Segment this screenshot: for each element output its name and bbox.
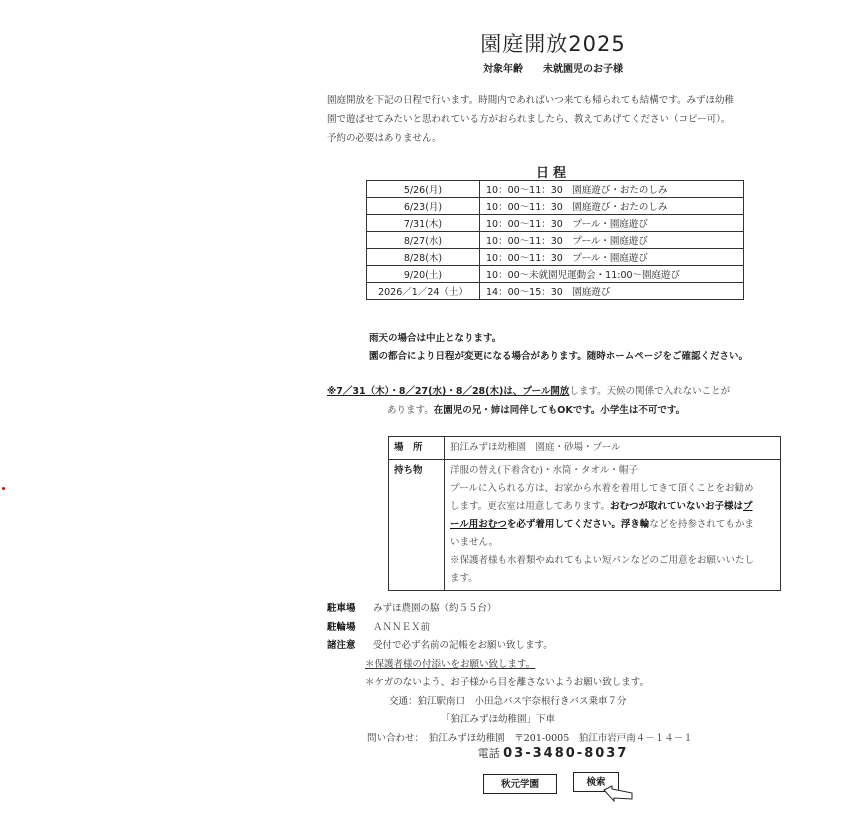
items-line [450, 516, 775, 534]
schedule-title: 日程 [535, 166, 570, 181]
schedule-table [366, 180, 744, 300]
items-text: などを持参されてもかま [649, 519, 754, 530]
items-line: プールに入られる方は、お家から水着を着用してきて頂くことをお勧め [450, 483, 754, 494]
schedule-time: 10：00～11：30 園庭遊び・おたのしみ [480, 198, 744, 215]
info-table [388, 436, 781, 591]
page-title: 園庭開放2025 [480, 32, 626, 56]
items-line [450, 498, 775, 516]
items-underline: ール用おむつ [450, 519, 507, 530]
items-line: いません。 [450, 537, 499, 548]
schedule-date: 8/28(木) [367, 249, 480, 266]
items-underline: プ [743, 501, 753, 512]
notice-block [369, 330, 748, 366]
caution-value: 受付で必ず名前の記帳をお願い致します。 [373, 640, 553, 651]
table-row [367, 266, 744, 283]
table-row [389, 437, 781, 460]
table-row [367, 215, 744, 232]
schedule-time: 10：00～11：30 プール・園庭遊び [480, 232, 744, 249]
place-label: 場 所 [389, 437, 445, 460]
red-dot-mark [2, 487, 5, 490]
schedule-time: 14：00～15：30 園庭遊び [480, 283, 744, 300]
items-bold: を必ず着用してください。浮き輪 [506, 519, 650, 530]
notice-rain: 雨天の場合は中止となります。 [369, 333, 502, 344]
table-row [389, 460, 781, 591]
intro-text [327, 91, 787, 148]
contact-line: 問い合わせ： 狛江みずほ幼稚園 〒201-0005 狛江市岩戸南４－１４－１ [367, 732, 693, 744]
footer-info [327, 600, 797, 748]
items-line: 洋服の替え(下着含む)・水筒・タオル・帽子 [450, 465, 638, 476]
items-bold: おむつが取れていないお子様は [609, 501, 743, 512]
hand-pointer-icon [602, 784, 636, 806]
table-row [367, 181, 744, 198]
place-value: 狛江みずほ幼稚園 園庭・砂場・プール [445, 437, 781, 460]
caution-injury: ＊ケガのないよう、お子様から目を離さないようお願い致します。 [365, 677, 650, 688]
schedule-date: 8/27(水) [367, 232, 480, 249]
page-subtitle: 対象年齢 未就園児のお子様 [483, 64, 623, 75]
bike-label: 駐輪場 [327, 621, 356, 633]
caution-guardian: ＊保護者様の付添いをお願い致します。 [365, 658, 536, 670]
pool-text-2: あります。 [387, 405, 434, 416]
pool-text: します。天候の関係で入れないことが [569, 386, 731, 397]
access-stop: 「狛江みずほ幼稚園」下車 [441, 714, 556, 725]
bike-value: ＡＮＮＥＸ前 [373, 621, 431, 633]
intro-line: 予約の必要はありません。 [327, 133, 442, 144]
items-line: ※保護者様も水着類やぬれてもよい短パンなどのご用意をお願いいたし [450, 555, 755, 566]
intro-line: 園で遊ばせてみたいと思われている方がおられましたら、教えてあげてください（コピー可）。 [327, 114, 731, 125]
phone-number: 03-3480-8037 [503, 746, 629, 761]
schedule-time: 10：00～11：30 プール・園庭遊び [480, 249, 744, 266]
phone-label: 電話 [477, 747, 500, 760]
schedule-time: 10：00～11：30 プール・園庭遊び [480, 215, 744, 232]
phone-line [0, 745, 850, 761]
school-search-term: 秋元学園 [483, 774, 557, 794]
schedule-time: 10：00～未就園児運動会・11:00～園庭遊び [480, 266, 744, 283]
table-row [367, 232, 744, 249]
pool-dates: ※7／31（木）・8／27(水)・8／28(木)は、プール開放 [327, 386, 570, 397]
table-row [367, 283, 744, 300]
schedule-date: 9/20(土) [367, 266, 480, 283]
caution-label: 諸注意 [327, 640, 356, 651]
parking-value: みずほ農園の脇（約５５台） [373, 603, 497, 614]
search-button[interactable]: 検索 [573, 772, 619, 792]
items-line: ます。 [450, 573, 478, 584]
notice-schedule-change: 園の都合により日程が変更になる場合があります。随時ホームページをご確認ください。 [369, 351, 749, 362]
schedule-date: 6/23(月) [367, 198, 480, 215]
access-line: 交通：狛江駅南口 小田急バス宇奈根行きバス乗車７分 [389, 695, 627, 707]
schedule-date: 5/26(月) [367, 181, 480, 198]
intro-line: 園庭開放を下記の日程で行います。時間内であればいつ来ても帰られても結構です。みずほ幼稚 [327, 95, 734, 106]
pool-notice [327, 382, 787, 420]
items-label: 持ち物 [389, 460, 445, 591]
parking-label: 駐車場 [327, 603, 356, 614]
table-row [367, 249, 744, 266]
schedule-date: 7/31(木) [367, 215, 480, 232]
table-row [367, 198, 744, 215]
pool-siblings: 在園児の兄・姉は同伴してもOKです。小学生は不可です。 [433, 405, 686, 416]
items-text: します。更衣室は用意してあります。 [450, 501, 610, 512]
schedule-date: 2026／1／24（土） [367, 283, 480, 300]
items-value [445, 460, 781, 591]
schedule-time: 10：00～11：30 園庭遊び・おたのしみ [480, 181, 744, 198]
